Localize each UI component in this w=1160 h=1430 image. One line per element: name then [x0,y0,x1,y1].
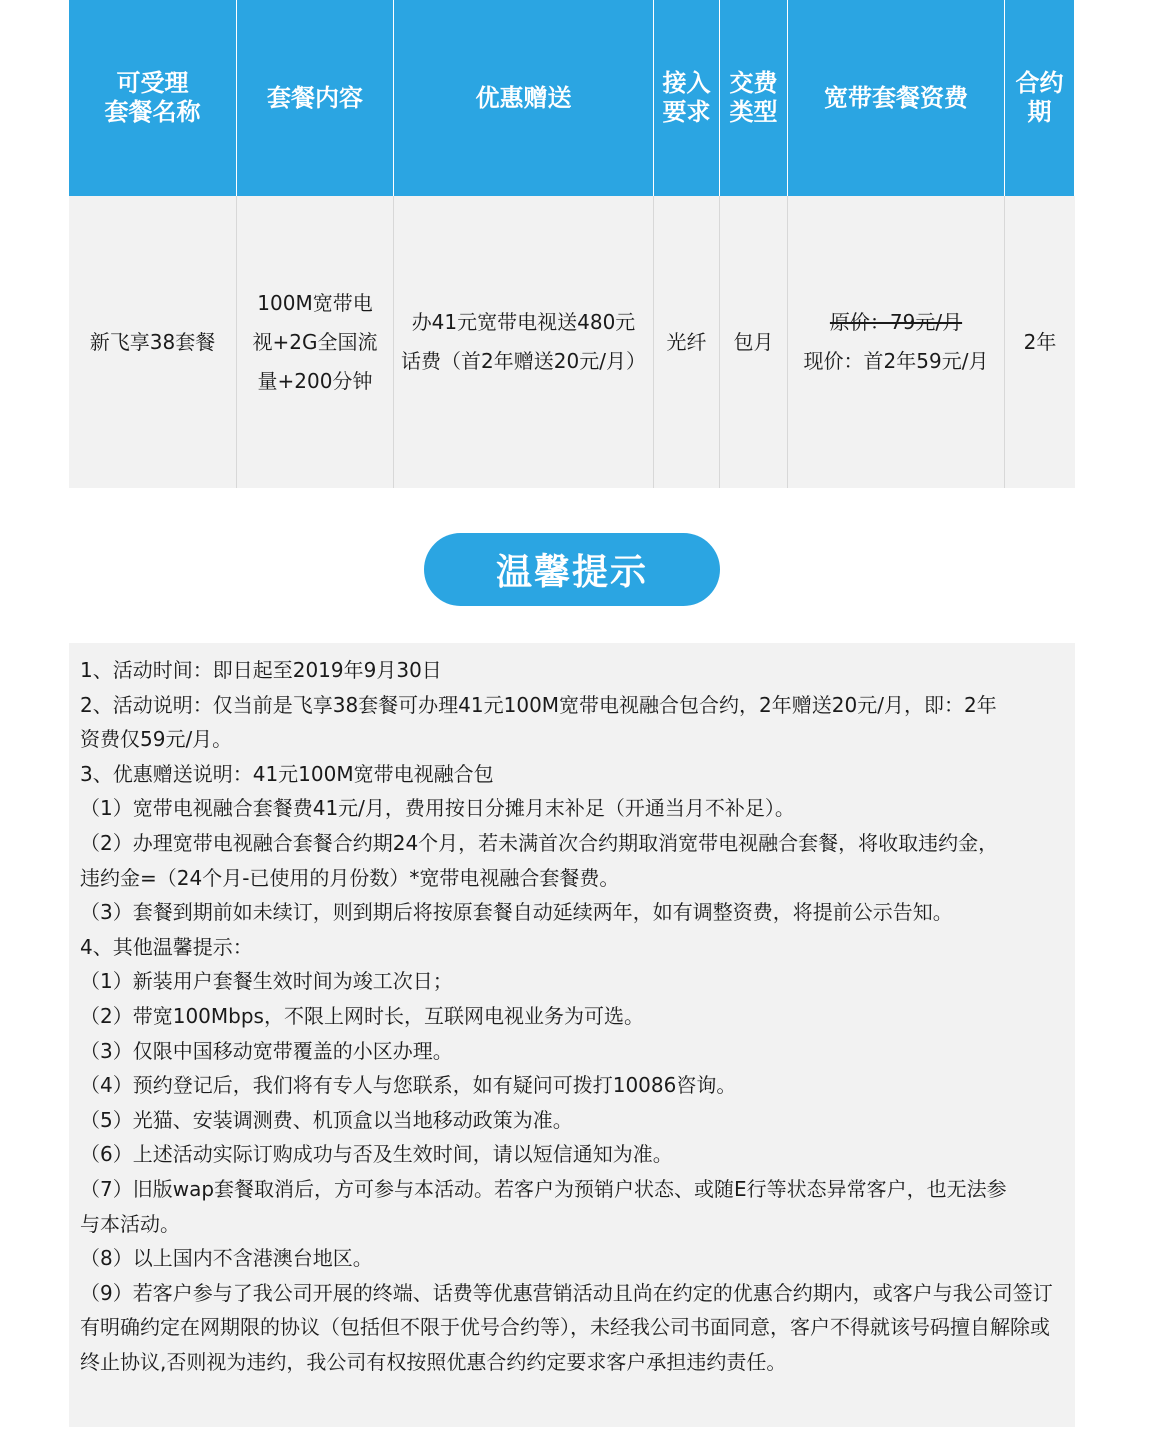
tip-line: 3、优惠赠送说明：41元100M宽带电视融合包 [80,761,494,786]
header-payment-type: 交费 类型 [720,0,788,196]
tips-title: 温馨提示 [424,533,720,606]
tip-line: （5）光猫、安装调测费、机顶盒以当地移动政策为准。 [80,1107,573,1132]
tips-panel [69,643,1075,1427]
header-gift: 优惠赠送 [394,0,654,196]
header-plan-name: 可受理 套餐名称 [69,0,237,196]
cell-gift [394,196,654,488]
tip-line: 1、活动时间：即日起至2019年9月30日 [80,658,442,682]
tip-line: （2）办理宽带电视融合套餐合约期24个月，若未满首次合约期取消宽带电视融合套餐，将收取违约金， [80,830,999,855]
tip-line: （9）若客户参与了我公司开展的终端、话费等优惠营销活动且尚在约定的优惠合约期内，或客户与我公司签订 [80,1280,1053,1305]
tip-line: （1）宽带电视融合套餐费41元/月，费用按日分摊月末补足（开通当月不补足）。 [80,796,795,821]
tip-line: （3）仅限中国移动宽带覆盖的小区办理。 [80,1038,453,1063]
cell-payment-type [720,196,788,488]
original-price: 原价：79元/月 [829,310,963,334]
plan-content-line: 视+2G全国流 [252,329,378,354]
tip-line: 终止协议,否则视为违约，我公司有权按照优惠合约约定要求客户承担违约责任。 [80,1349,787,1374]
plan-content-line: 量+200分钟 [257,368,373,393]
gift-line: 办41元宽带电视送480元 [411,310,636,334]
tip-line: （7）旧版wap套餐取消后，方可参与本活动。若客户为预销户状态、或随E行等状态异常客户，也无法参 [80,1176,1007,1201]
tip-line: 与本活动。 [80,1211,180,1236]
tip-line: （8）以上国内不含港澳台地区。 [80,1246,373,1271]
tip-line: （6）上述活动实际订购成功与否及生效时间，请以短信通知为准。 [80,1142,673,1167]
gift-line: 话费（首2年赠送20元/月） [401,349,646,373]
tip-line: 有明确约定在网期限的协议（包括但不限于优号合约等），未经我公司书面同意，客户不得就该号码擅自解除或 [80,1315,1050,1340]
header-access: 接入 要求 [654,0,720,196]
cell-access [654,196,720,488]
tip-line: 违约金=（24个月-已使用的月份数）*宽带电视融合套餐费。 [80,865,620,890]
plan-content-line: 100M宽带电 [257,290,373,315]
header-plan-content: 套餐内容 [237,0,394,196]
payment-type: 包月 [733,329,774,354]
tip-line: 2、活动说明：仅当前是飞享38套餐可办理41元100M宽带电视融合包合约，2年赠送20元/月，即：2年 [80,692,997,717]
cell-contract-period [1005,196,1075,488]
tip-line: 4、其他温馨提示： [80,934,253,959]
plan-name: 新飞享38套餐 [89,329,216,354]
cell-plan-content [237,196,394,488]
tip-line: （1）新装用户套餐生效时间为竣工次日； [80,969,453,994]
tip-line: 资费仅59元/月。 [80,727,233,752]
cell-broadband-fee [788,196,1005,488]
header-contract-period: 合约 期 [1005,0,1075,196]
plan-table [69,0,1075,488]
header-broadband-fee: 宽带套餐资费 [788,0,1005,196]
tip-line: （2）带宽100Mbps，不限上网时长，互联网电视业务为可选。 [80,1003,644,1028]
tip-line: （3）套餐到期前如未续订，则到期后将按原套餐自动延续两年，如有调整资费，将提前公示告知。 [80,900,953,925]
access-type: 光纤 [666,329,707,354]
contract-period: 2年 [1023,329,1057,354]
cell-plan-name [69,196,237,488]
tip-line: （4）预约登记后，我们将有专人与您联系，如有疑问可拨打10086咨询。 [80,1073,737,1098]
current-price: 现价：首2年59元/月 [803,349,989,373]
